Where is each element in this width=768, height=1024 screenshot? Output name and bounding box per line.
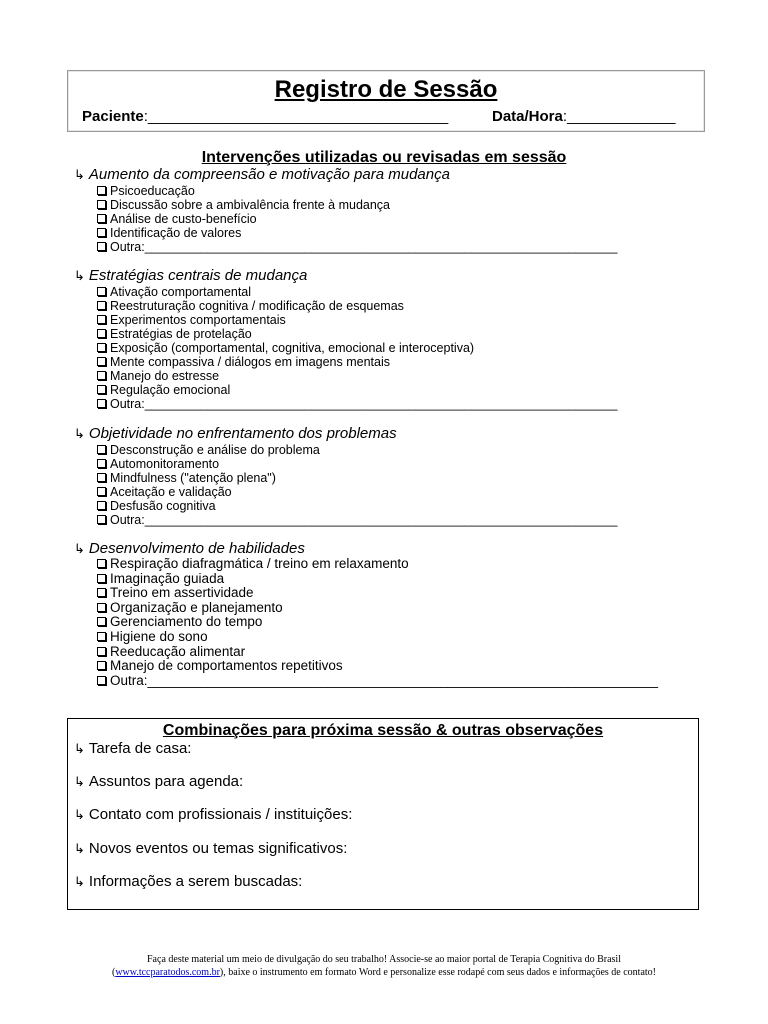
checklist-item[interactable]: Mente compassiva / diálogos em imagens mentais	[97, 355, 617, 369]
checkbox-icon[interactable]	[97, 315, 106, 324]
combination-item[interactable]: ↳ Assuntos para agenda:	[74, 773, 244, 790]
checklist-item[interactable]: Estratégias de protelação	[97, 327, 617, 341]
checklist-item[interactable]: Desconstrução e análise do problema	[97, 443, 617, 457]
checklist-item[interactable]: Reeducação alimentar	[97, 645, 658, 660]
checklist-item[interactable]: Regulação emocional	[97, 383, 617, 397]
combination-item[interactable]: ↳ Novos eventos ou temas significativos:	[74, 840, 348, 857]
group-title: ↳ Estratégias centrais de mudança	[74, 267, 308, 284]
checklist	[97, 557, 658, 688]
checklist-item-other[interactable]: Outra:____________________________________________________________________	[97, 240, 617, 254]
combinations-heading: Combinações para próxima sessão & outras observações	[162, 722, 604, 739]
combination-item[interactable]: ↳ Informações a serem buscadas:	[74, 873, 303, 890]
arrow-icon: ↳	[74, 541, 85, 556]
checklist-item[interactable]: Imaginação guiada	[97, 572, 658, 587]
checkbox-icon[interactable]	[97, 661, 106, 670]
footer-line-1: Faça deste material um meio de divulgação do seu trabalho! Associe-se ao maior portal de Terapia Cognitiva do Brasil	[147, 954, 621, 965]
checkbox-icon[interactable]	[97, 574, 106, 583]
checkbox-icon[interactable]	[97, 200, 106, 209]
combinations-box	[67, 718, 699, 910]
arrow-icon: ↳	[74, 774, 85, 789]
checklist-item[interactable]: Mindfulness ("atenção plena")	[97, 471, 617, 485]
checkbox-icon[interactable]	[97, 501, 106, 510]
arrow-icon: ↳	[74, 841, 85, 856]
footer-line-2: (www.tccparatodos.com.br), baixe o instrumento em formato Word e personalize esse rodapé com seus dados e informações de contato!	[111, 967, 657, 978]
arrow-icon: ↳	[74, 807, 85, 822]
checklist-item-other[interactable]: Outra:____________________________________________________________________	[97, 513, 617, 527]
datetime-label: Data/Hora	[492, 108, 563, 125]
checkbox-icon[interactable]	[97, 445, 106, 454]
checkbox-icon[interactable]	[97, 459, 106, 468]
checkbox-icon[interactable]	[97, 343, 106, 352]
checklist	[97, 443, 617, 527]
footer-link[interactable]: www.tccparatodos.com.br	[115, 967, 220, 978]
checkbox-icon[interactable]	[97, 632, 106, 641]
combination-item[interactable]: ↳ Tarefa de casa:	[74, 740, 192, 757]
checkbox-icon[interactable]	[97, 399, 106, 408]
datetime-field[interactable]	[492, 108, 675, 126]
checklist-item[interactable]: Análise de custo-benefício	[97, 212, 617, 226]
checklist-item[interactable]: Ativação comportamental	[97, 285, 617, 299]
checklist-item[interactable]: Manejo do estresse	[97, 369, 617, 383]
arrow-icon: ↳	[74, 167, 85, 182]
group-title: ↳ Desenvolvimento de habilidades	[74, 540, 305, 557]
checkbox-icon[interactable]	[97, 487, 106, 496]
checklist	[97, 285, 617, 411]
arrow-icon: ↳	[74, 426, 85, 441]
checklist-item[interactable]: Aceitação e validação	[97, 485, 617, 499]
checklist-item-other[interactable]: Outra:____________________________________________________________________	[97, 674, 658, 689]
checkbox-icon[interactable]	[97, 186, 106, 195]
checklist-item[interactable]: Higiene do sono	[97, 630, 658, 645]
header-box	[67, 70, 705, 132]
checklist-item[interactable]: Organização e planejamento	[97, 601, 658, 616]
checklist-item[interactable]: Exposição (comportamental, cognitiva, emocional e interoceptiva)	[97, 341, 617, 355]
group-title: ↳ Aumento da compreensão e motivação para mudança	[74, 166, 450, 183]
checkbox-icon[interactable]	[97, 242, 106, 251]
checkbox-icon[interactable]	[97, 385, 106, 394]
combination-item[interactable]: ↳ Contato com profissionais / instituições:	[74, 806, 353, 823]
checklist-item[interactable]: Treino em assertividade	[97, 586, 658, 601]
arrow-icon: ↳	[74, 874, 85, 889]
patient-blank[interactable]: :____________________________________	[143, 108, 449, 125]
checklist-item[interactable]: Identificação de valores	[97, 226, 617, 240]
checkbox-icon[interactable]	[97, 371, 106, 380]
checkbox-icon[interactable]	[97, 228, 106, 237]
checkbox-icon[interactable]	[97, 647, 106, 656]
checklist-item[interactable]: Automonitoramento	[97, 457, 617, 471]
checkbox-icon[interactable]	[97, 301, 106, 310]
checklist-item[interactable]: Desfusão cognitiva	[97, 499, 617, 513]
checklist	[97, 184, 617, 254]
checkbox-icon[interactable]	[97, 588, 106, 597]
interventions-heading: Intervenções utilizadas ou revisadas em sessão	[201, 149, 567, 166]
checklist-item-other[interactable]: Outra:____________________________________________________________________	[97, 397, 617, 411]
patient-field[interactable]	[82, 108, 448, 126]
checklist-item[interactable]: Respiração diafragmática / treino em relaxamento	[97, 557, 658, 572]
datetime-blank[interactable]: :_____________	[562, 108, 676, 125]
arrow-icon: ↳	[74, 741, 85, 756]
checklist-item[interactable]: Gerenciamento do tempo	[97, 615, 658, 630]
checkbox-icon[interactable]	[97, 603, 106, 612]
checkbox-icon[interactable]	[97, 357, 106, 366]
checklist-item[interactable]: Manejo de comportamentos repetitivos	[97, 659, 658, 674]
checkbox-icon[interactable]	[97, 559, 106, 568]
arrow-icon: ↳	[74, 268, 85, 283]
checkbox-icon[interactable]	[97, 329, 106, 338]
checkbox-icon[interactable]	[97, 473, 106, 482]
checkbox-icon[interactable]	[97, 214, 106, 223]
checklist-item[interactable]: Reestruturação cognitiva / modificação de esquemas	[97, 299, 617, 313]
checklist-item[interactable]: Psicoeducação	[97, 184, 617, 198]
checkbox-icon[interactable]	[97, 617, 106, 626]
footer	[0, 953, 768, 979]
checklist-item[interactable]: Experimentos comportamentais	[97, 313, 617, 327]
checkbox-icon[interactable]	[97, 287, 106, 296]
checkbox-icon[interactable]	[97, 515, 106, 524]
group-title: ↳ Objetividade no enfrentamento dos problemas	[74, 425, 397, 442]
checkbox-icon[interactable]	[97, 676, 106, 685]
patient-label: Paciente	[82, 108, 144, 125]
document-title: Registro de Sessão	[274, 76, 498, 103]
checklist-item[interactable]: Discussão sobre a ambivalência frente à mudança	[97, 198, 617, 212]
